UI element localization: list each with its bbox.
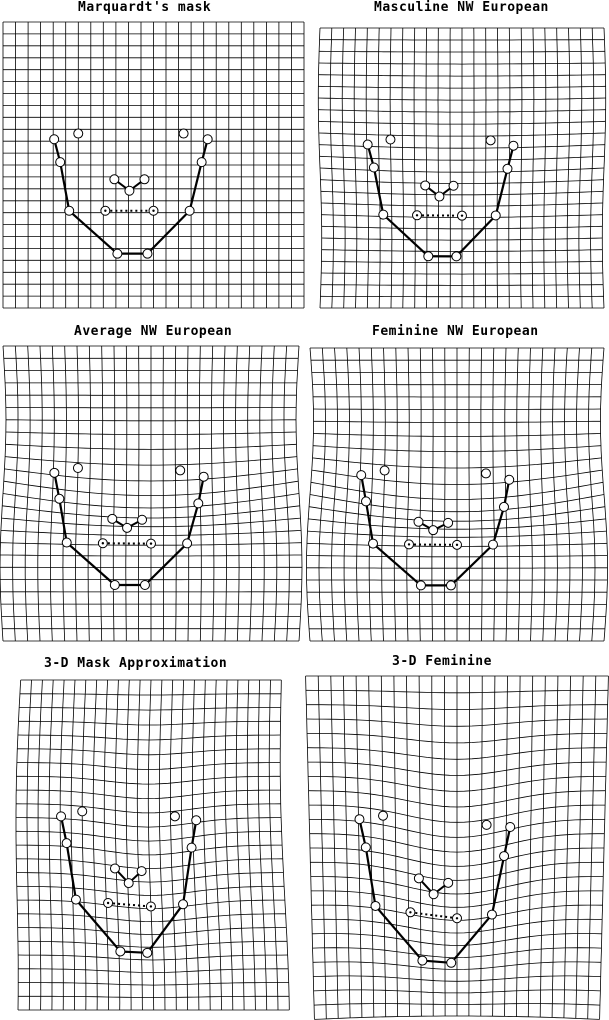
grid-col-line [481,348,482,641]
landmark-circle [116,947,125,956]
grid-col-line [88,346,91,641]
grid-col-line [366,28,368,308]
grid-col-line [354,28,357,308]
grid-col-line [485,28,486,308]
grid-col-line [532,28,534,308]
landmark-circle [486,136,495,145]
landmark-circle [140,175,149,184]
grid-lines [0,346,302,641]
grid-col-line [187,346,188,641]
landmark-center-dot [150,905,152,907]
grid-col-line [394,676,398,1017]
grid-lines [307,348,608,641]
grid-panel-3d-feminine [306,676,609,1019]
landmark-center-dot [152,210,154,212]
grid-col-line [138,346,139,641]
landmark-center-dot [107,902,109,904]
landmark-circle [509,141,518,150]
grid-col-line [342,28,345,308]
mask-jaw-line [183,848,192,905]
grid-panel-3d-mask-approximation [16,680,289,1010]
landmark-circle [123,523,132,532]
grid-lines [318,28,605,308]
panel-title-marquardt-mask: Marquardt's mask [78,0,212,15]
landmark-circle [506,822,515,831]
landmark-circle [491,211,500,220]
grid-col-line [331,676,338,1018]
landmark-circle [379,210,388,219]
landmark-circle [386,135,395,144]
grid-lines [3,22,304,308]
landmark-circle [500,852,509,861]
landmark-circle [444,518,453,527]
grid-col-line [419,348,421,641]
landmark-circle [481,469,490,478]
grid-col-line [181,680,187,1010]
grid-col-line [248,346,252,641]
grid-col-line [214,680,221,1010]
grid-col-line [236,346,240,641]
panel-title-feminine-nw-european: Feminine NW European [372,324,539,339]
landmark-circle [452,252,461,261]
landmark-circle [421,181,430,190]
landmark-circle [416,581,425,590]
mask-jaw-line [60,162,69,211]
landmark-circle [361,843,370,852]
grid-col-line [38,346,42,641]
grid-col-line [357,348,362,641]
mask-jaw-line [67,543,115,585]
grid-col-line [113,346,114,641]
landmark-circle [488,540,497,549]
grid-col-line [481,676,482,1016]
grid-col-line [390,28,392,308]
landmark-circle [74,129,83,138]
grid-col-line [556,28,558,308]
landmark-circle [447,958,456,967]
grid-col-line [540,676,545,1017]
landmark-circle [499,502,508,511]
landmark-center-dot [456,917,458,919]
grid-col-line [553,348,558,641]
landmark-center-dot [461,214,463,216]
landmark-center-dot [150,542,152,544]
landmark-circle [62,839,71,848]
landmark-circle [125,186,134,195]
landmark-circle [187,843,196,852]
landmark-circle [50,135,59,144]
grid-col-line [516,676,520,1017]
grid-col-line [63,346,67,641]
grid-panel-marquardt-mask [3,22,304,308]
landmark-circle [482,820,491,829]
landmark-circle [424,252,433,261]
grid-col-line [381,676,385,1017]
mask-jaw-line [374,168,383,215]
landmark-circle [414,517,423,526]
landmark-circle [355,815,364,824]
grid-col-line [163,346,164,641]
landmark-circle [108,514,117,523]
landmark-circle [170,812,179,821]
landmark-circle [113,249,122,258]
landmark-circle [179,900,188,909]
landmark-circle [73,464,82,473]
landmark-circle [50,468,59,477]
landmark-circle [414,874,423,883]
grid-col-line [579,28,582,308]
landmark-circle [56,158,65,167]
landmark-circle [192,816,201,825]
grid-row-line [314,1016,599,1019]
grid-col-line [104,680,108,1010]
grid-lines [16,680,289,1010]
grid-col-line [13,346,18,641]
grid-col-line [588,676,596,1019]
landmark-circle [503,164,512,173]
grid-col-line [394,348,397,641]
landmark-circle [183,539,192,548]
mask-jaw-line [69,211,117,254]
grid-col-line [402,28,403,308]
landmark-circle [369,539,378,548]
grid-col-line [247,680,255,1010]
landmark-circle [185,206,194,215]
grid-col-line [497,28,498,308]
grid-col-line [319,348,326,641]
mask-jaw-line [147,904,183,953]
grid-col-line [528,676,532,1017]
landmark-circle [449,181,458,190]
mask-jaw-line [493,507,504,545]
grid-col-line [71,680,75,1010]
grid-col-line [175,346,176,641]
grid-col-line [552,676,558,1018]
grid-col-line [577,348,583,641]
grid-col-line [170,680,176,1010]
landmark-circle [379,811,388,820]
landmark-circle [110,175,119,184]
landmark-circle [194,499,203,508]
grid-col-line [414,28,415,308]
grid-col-line [318,676,326,1019]
grid-col-line [343,676,350,1018]
grid-col-line [50,346,54,641]
landmark-circle [55,494,64,503]
mask-mouth-dotted-line [410,912,457,918]
grid-col-line [564,676,571,1018]
landmark-circle [357,471,366,480]
landmark-circle [429,890,438,899]
landmark-center-dot [102,542,104,544]
landmark-circle [78,807,87,816]
grid-col-line [332,348,338,641]
landmark-circle [140,581,149,590]
grid-col-line [541,348,545,641]
landmark-circle [429,526,438,535]
grid-col-line [225,680,233,1010]
grid-col-line [159,680,165,1010]
grid-col-line [93,680,97,1010]
landmark-center-dot [104,210,106,212]
landmark-center-dot [408,543,410,545]
grid-col-line [203,680,210,1010]
landmark-circle [62,538,71,547]
panel-title-average-nw-european: Average NW European [74,324,233,339]
panel-title-masculine-nw-european: Masculine NW European [374,0,549,15]
grid-col-line [82,680,86,1010]
grid-col-line [444,676,445,1016]
landmark-circle [369,163,378,172]
grid-col-line [432,676,433,1016]
grid-col-line [330,28,333,308]
landmark-circle [143,948,152,957]
grid-col-line [601,348,608,641]
landmark-circle [199,472,208,481]
grid-col-line [148,680,153,1010]
grid-col-line [137,680,142,1010]
grid-col-line [517,348,520,641]
landmark-circle [124,879,133,888]
grid-panel-average-nw-european [0,346,302,641]
grid-col-line [49,680,53,1010]
grid-col-line [567,28,570,308]
grid-col-line [224,346,227,641]
grid-col-line [126,680,131,1010]
landmark-circle [418,956,427,965]
mask-jaw-line [366,847,376,906]
landmark-circle [380,466,389,475]
landmark-circle [435,192,444,201]
grid-col-line [493,348,495,641]
landmark-circle [446,581,455,590]
grid-col-line [544,28,546,308]
mask-jaw-line [187,503,198,543]
grid-col-line [211,346,214,641]
grid-panel-masculine-nw-european [318,28,605,308]
grid-col-line [76,346,79,641]
grid-col-line [260,346,264,641]
grid-col-line [438,28,439,308]
mask-jaw-line [383,215,428,257]
landmark-circle [71,895,80,904]
grid-col-line [407,348,409,641]
grid-col-line [576,676,583,1018]
landmark-circle [203,135,212,144]
mask-jaw-line [373,544,421,586]
landmark-circle [138,515,147,524]
grid-col-line [445,348,446,641]
landmark-circle [487,910,496,919]
landmark-circle [371,901,380,910]
landmark-center-dot [409,911,411,913]
landmark-circle [110,864,119,873]
grid-col-line [369,348,373,641]
grid-col-line [25,346,30,641]
grid-col-line [272,346,277,641]
grid-col-line [126,346,127,641]
landmark-circle [197,158,206,167]
grid-col-line [432,348,433,641]
landmark-circle [65,206,74,215]
grid-col-line [284,346,289,641]
mask-jaw-line [375,906,422,961]
grid-col-line [493,676,495,1016]
landmark-circle [137,867,146,876]
grid-col-line [565,348,570,641]
grid-col-line [521,28,522,308]
landmark-circle [57,812,66,821]
landmark-circle [176,466,185,475]
panel-title-3d-feminine: 3-D Feminine [392,654,492,669]
landmark-circle [505,475,514,484]
landmark-circle [363,140,372,149]
grid-panel-feminine-nw-european [307,348,608,641]
grid-col-line [236,680,244,1010]
grid-col-line [469,348,470,641]
landmark-circle [444,878,453,887]
grid-lines [306,676,609,1019]
panel-title-3d-mask-approximation: 3-D Mask Approximation [44,656,228,671]
landmark-circle [110,581,119,590]
grid-col-line [469,676,470,1016]
grid-col-line [115,680,120,1010]
landmark-center-dot [456,544,458,546]
landmark-circle [361,497,370,506]
grid-col-line [407,676,410,1016]
grid-col-line [344,348,349,641]
landmark-circle [143,249,152,258]
grid-col-line [426,28,427,308]
landmark-circle [179,129,188,138]
grid-col-line [589,348,596,641]
landmark-center-dot [416,214,418,216]
grid-col-line [591,28,594,308]
